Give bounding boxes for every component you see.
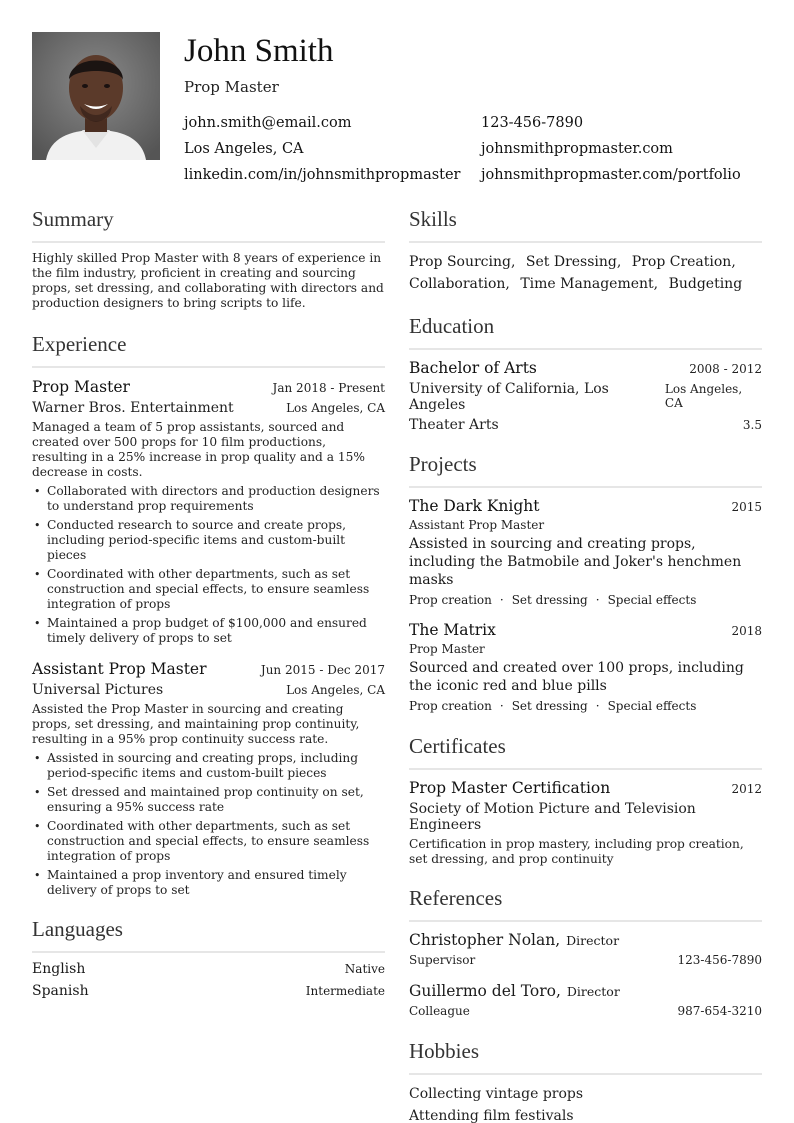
job-dates: Jun 2015 - Dec 2017	[260, 663, 385, 677]
experience-heading: Experience	[32, 332, 127, 356]
skill-item: Prop Creation,	[631, 254, 736, 270]
job-dates: Jan 2018 - Present	[272, 381, 385, 395]
project-entry	[409, 621, 762, 713]
certificate-year: 2012	[731, 782, 762, 796]
language-row	[32, 961, 385, 983]
portrait-image	[32, 32, 160, 160]
job-company: Warner Bros. Entertainment	[32, 400, 234, 416]
summary-text: Highly skilled Prop Master with 8 years of experience in the film industry, proficient in creating and sourcing props, set dressing, and collaborating with directors and production designers to bring scripts to life.	[32, 251, 384, 310]
hobby-item: Collecting vintage props	[409, 1086, 584, 1102]
job-company: Universal Pictures	[32, 682, 164, 698]
reference-entry	[409, 930, 762, 967]
right-column	[409, 206, 762, 1123]
reference-phone[interactable]: 987-654-3210	[677, 1004, 762, 1018]
reference-name: Guillermo del Toro,	[409, 982, 561, 1000]
job-description: Managed a team of 5 prop assistants, sourced and created over 500 props for 10 film productions, resulting in a 25% increase in prop quality and a 15% decrease in costs.	[32, 420, 365, 479]
education-section	[409, 313, 762, 433]
project-year: 2015	[731, 500, 762, 514]
language-row	[32, 983, 385, 1005]
job-description: Assisted the Prop Master in sourcing and creating props, set dressing, and maintaining prop continuity, resulting in a 95% prop continuity success rate.	[32, 702, 360, 746]
section-divider	[32, 241, 385, 243]
education-heading: Education	[409, 314, 495, 338]
summary-section	[32, 206, 385, 311]
tag: Set dressing	[511, 593, 588, 607]
reference-name: Christopher Nolan,	[409, 931, 561, 949]
skills-heading: Skills	[409, 207, 457, 231]
summary-heading: Summary	[32, 207, 114, 231]
candidate-name: John Smith	[184, 33, 334, 69]
project-tags: Prop creation · Set dressing · Special effects	[409, 593, 697, 607]
section-divider	[409, 486, 762, 488]
contact-portfolio[interactable]: johnsmithpropmaster.com/portfolio	[481, 167, 741, 183]
tag: Prop creation	[409, 699, 492, 713]
list-item: • Assisted in sourcing and creating props, including period-specific items and custom-built pieces	[32, 751, 385, 781]
reference-entry	[409, 981, 762, 1018]
list-item: • Set dressed and maintained prop continuity on set, ensuring a 95% success rate	[32, 785, 385, 815]
contact-phone[interactable]: 123-456-7890	[481, 115, 584, 131]
education-dates: 2008 - 2012	[689, 362, 762, 376]
project-role: Prop Master	[409, 642, 485, 656]
profile-photo	[32, 32, 160, 160]
section-divider	[409, 920, 762, 922]
job-location: Los Angeles, CA	[286, 683, 385, 697]
skills-list	[409, 251, 762, 295]
language-name: Spanish	[32, 983, 89, 999]
tag: Special effects	[607, 593, 697, 607]
job-location: Los Angeles, CA	[286, 401, 385, 415]
contact-website[interactable]: johnsmithpropmaster.com	[481, 141, 673, 157]
job-entry	[32, 378, 385, 646]
section-divider	[409, 241, 762, 243]
section-divider	[409, 768, 762, 770]
certificates-heading: Certificates	[409, 734, 506, 758]
degree: Bachelor of Arts	[409, 359, 537, 377]
hobbies-heading: Hobbies	[409, 1039, 479, 1063]
skill-item: Collaboration,	[409, 276, 510, 292]
candidate-title: Prop Master	[184, 78, 279, 96]
job-title: Assistant Prop Master	[32, 660, 207, 678]
hobby-item: Attending film festivals	[409, 1108, 574, 1123]
job-bullets	[32, 751, 385, 898]
project-year: 2018	[731, 624, 762, 638]
skill-item: Prop Sourcing,	[409, 254, 516, 270]
section-divider	[409, 348, 762, 350]
languages-heading: Languages	[32, 917, 123, 941]
list-item: • Collaborated with directors and production designers to understand prop requirements	[32, 484, 385, 514]
school-name: University of California, Los Angeles	[409, 381, 609, 413]
reference-title: Director	[566, 933, 620, 948]
languages-section	[32, 916, 385, 1005]
projects-section	[409, 451, 762, 713]
left-column	[32, 206, 385, 1005]
tag: Prop creation	[409, 593, 492, 607]
project-role: Assistant Prop Master	[409, 518, 545, 532]
list-item: • Maintained a prop budget of $100,000 and ensured timely delivery of props to set	[32, 616, 385, 646]
section-divider	[409, 1073, 762, 1075]
language-level: Native	[344, 962, 385, 976]
project-description: Assisted in sourcing and creating props, including the Batmobile and Joker's henchmen masks	[409, 536, 742, 588]
certificates-section	[409, 733, 762, 867]
references-section	[409, 885, 762, 1018]
job-bullets	[32, 484, 385, 646]
list-item: • Coordinated with other departments, such as set construction and special effects, to ensure seamless integration of props	[32, 819, 385, 864]
school-location: Los Angeles, CA	[664, 382, 743, 410]
certificate-name: Prop Master Certification	[409, 779, 611, 797]
skill-item: Budgeting	[668, 276, 743, 292]
list-item: • Maintained a prop inventory and ensured timely delivery of props to set	[32, 868, 385, 898]
references-heading: References	[409, 886, 503, 910]
tag: Special effects	[607, 699, 697, 713]
reference-title: Director	[566, 984, 620, 999]
gpa: 3.5	[742, 418, 762, 432]
section-divider	[32, 366, 385, 368]
project-title: The Dark Knight	[409, 497, 540, 515]
projects-heading: Projects	[409, 452, 477, 476]
language-name: English	[32, 961, 86, 977]
project-title: The Matrix	[409, 621, 496, 639]
field-of-study: Theater Arts	[409, 417, 499, 433]
contact-email[interactable]: john.smith@email.com	[184, 115, 352, 131]
skill-item: Time Management,	[520, 276, 659, 292]
list-item: • Conducted research to source and create props, including period-specific items and custom-built pieces	[32, 518, 385, 563]
tag: Set dressing	[511, 699, 588, 713]
certificate-description: Certification in prop mastery, including prop creation, set dressing, and prop continuity	[409, 837, 744, 866]
language-level: Intermediate	[305, 984, 385, 998]
list-item: • Coordinated with other departments, such as set construction and special effects, to ensure seamless integration of props	[32, 567, 385, 612]
job-title: Prop Master	[32, 378, 130, 396]
skills-section	[409, 206, 762, 295]
contact-location: Los Angeles, CA	[184, 141, 304, 157]
experience-section	[32, 331, 385, 898]
project-description: Sourced and created over 100 props, including the iconic red and blue pills	[409, 660, 744, 694]
reference-relation: Supervisor	[409, 953, 476, 967]
project-entry	[409, 497, 762, 607]
job-entry	[32, 660, 385, 898]
skill-item: Set Dressing,	[525, 254, 622, 270]
section-divider	[32, 951, 385, 953]
certificate-issuer: Society of Motion Picture and Television Engineers	[409, 801, 696, 833]
reference-phone[interactable]: 123-456-7890	[677, 953, 762, 967]
hobbies-section	[409, 1038, 762, 1123]
project-tags: Prop creation · Set dressing · Special effects	[409, 699, 697, 713]
contact-linkedin[interactable]: linkedin.com/in/johnsmithpropmaster	[184, 167, 461, 183]
reference-relation: Colleague	[409, 1004, 470, 1018]
